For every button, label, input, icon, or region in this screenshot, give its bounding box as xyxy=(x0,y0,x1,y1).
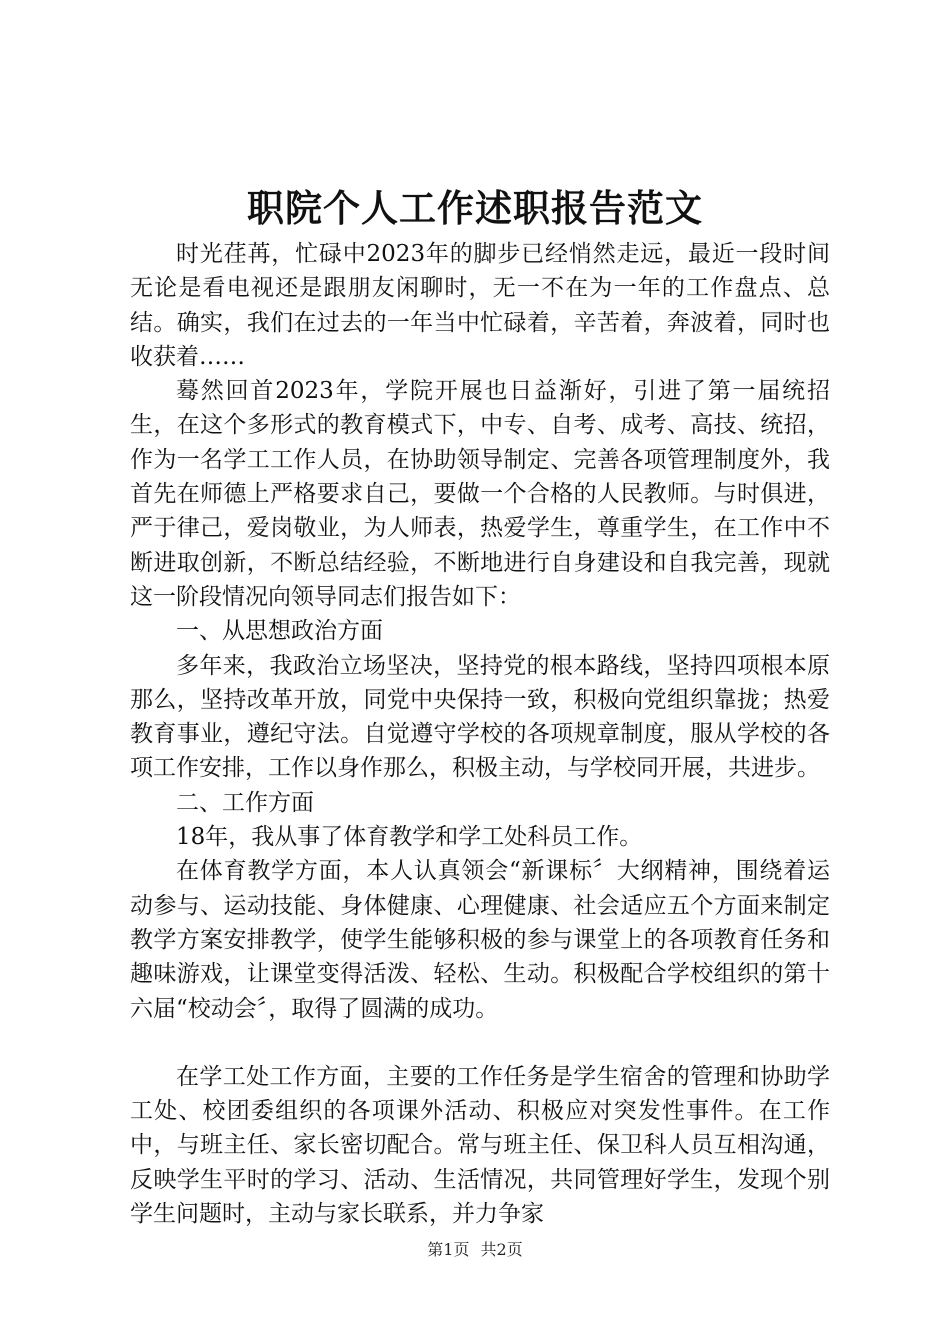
paragraph-intro: 时光荏苒，忙碌中2023年的脚步已经悄然走远，最近一段时间无论是看电视还是跟朋友闲聊时，无一不在为一年的工作盘点、总结。确实，我们在过去的一年当中忙碌着，辛苦着，奔波着，同时也收获着…… xyxy=(130,241,830,370)
page-footer xyxy=(0,1238,950,1262)
paragraph-spacer xyxy=(130,1026,830,1060)
document-title: 职院个人工作述职报告范文 xyxy=(247,186,703,230)
paragraph-work-summary: 18年，我从事了体育教学和学工处科员工作。 xyxy=(176,824,643,851)
page-number: 第1页 xyxy=(427,1240,470,1259)
page-total: 共2页 xyxy=(480,1240,523,1259)
paragraph-politics: 多年来，我政治立场坚决，坚持党的根本路线，坚持四项根本原那么，坚持改革开放，同党中央保持一致，积极向党组织靠拢；热爱教育事业，遵纪守法。自觉遵守学校的各项规章制度，服从学校的各项工作安排，工作以身作那么，积极主动，与学校同开展，共进步。 xyxy=(130,652,830,782)
document-body xyxy=(130,237,830,1231)
section-heading-work: 二、工作方面 xyxy=(176,789,314,816)
paragraph-review: 蓦然回首2023年，学院开展也日益渐好，引进了第一届统招生，在这个多形式的教育模式下，中专、自考、成考、高技、统招，作为一名学工工作人员，在协助领导制定、完善各项管理制度外，我首先在师德上严格要求自己，要做一个合格的人民教师。与时俱进，严于律己，爱岗敬业，为人师表，热爱学生，尊重学生，在工作中不断进取创新，不断总结经验，不断地进行自身建设和自我完善，现就这一阶段情况向领导同志们报告如下： xyxy=(130,378,830,610)
paragraph-pe-teaching: 在体育教学方面，本人认真领会“新课标〞大纲精神，围绕着运动参与、运动技能、身体健康、心理健康、社会适应五个方面来制定教学方案安排教学，使学生能够积极的参与课堂上的各项教育任务和趣味游戏，让课堂变得活泼、轻松、生动。积极配合学校组织的第十六届“校动会〞，取得了圆满的成功。 xyxy=(130,858,830,1022)
section-heading-politics: 一、从思想政治方面 xyxy=(176,618,383,645)
paragraph-student-affairs: 在学工处工作方面，主要的工作任务是学生宿舍的管理和协助学工处、校团委组织的各项课外活动、积极应对突发性事件。在工作中，与班主任、家长密切配合。常与班主任、保卫科人员互相沟通，反映学生平时的学习、活动、生活情况，共同管理好学生，发现个别学生问题时，主动与家长联系，并力争家 xyxy=(130,1063,830,1228)
